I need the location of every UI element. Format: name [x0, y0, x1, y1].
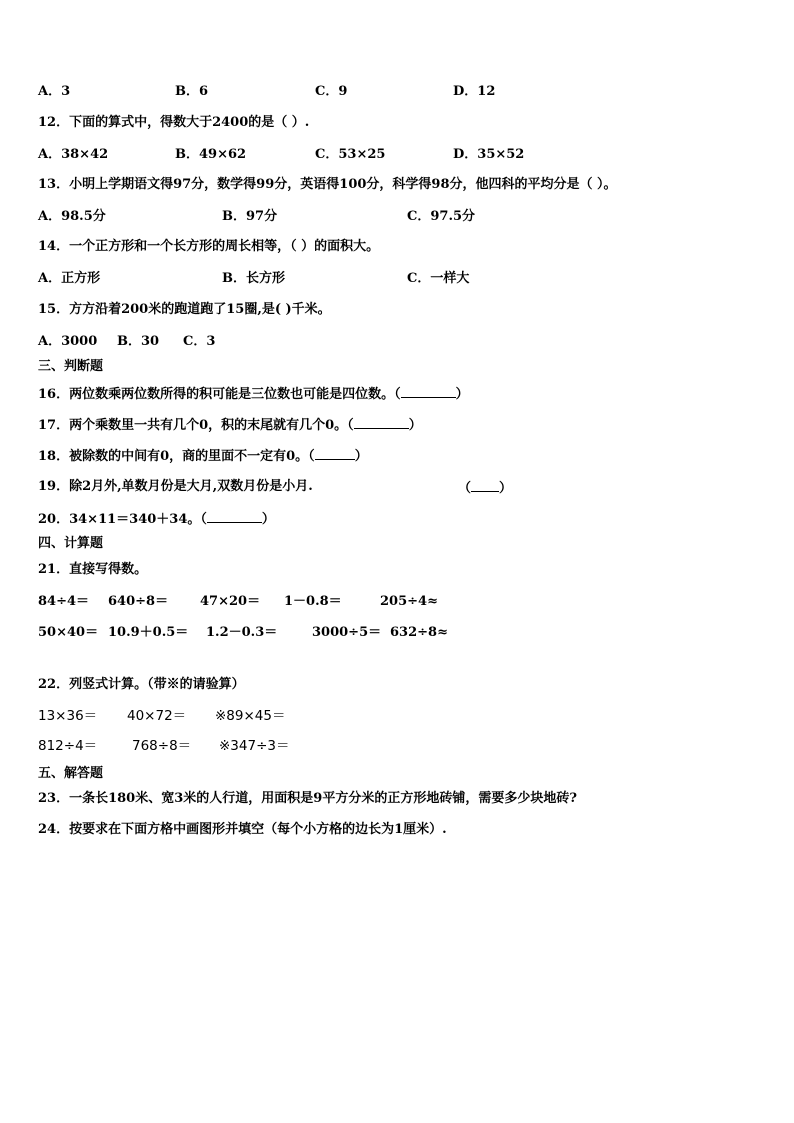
q21-item: 3000÷5＝	[312, 625, 382, 640]
q12-option-b[interactable]: B．49×62	[175, 147, 247, 162]
q21-item: 84÷4＝	[38, 594, 90, 609]
q22-item: 812÷4＝	[38, 738, 98, 754]
q19-close: ）	[499, 481, 513, 496]
q11-option-d[interactable]: D．12	[453, 84, 496, 99]
q22-item: 40×72＝	[127, 708, 187, 724]
q11-option-a[interactable]: A．3	[38, 84, 71, 99]
q21-item: 1.2－0.3＝	[206, 625, 278, 640]
q21-item: 50×40＝	[38, 625, 99, 640]
q14-option-a[interactable]: A．正方形	[38, 271, 101, 286]
q15-option-a[interactable]: A．3000	[38, 334, 98, 349]
q18-text: 18．被除数的中间有0，商的里面不一定有0。（	[38, 449, 315, 464]
q13-question: 13．小明上学期语文得97分，数学得99分，英语得100分，科学得98分，他四科的平均分是（ ）。	[38, 177, 617, 192]
q18-close: ）	[354, 449, 368, 464]
q19-open: （	[458, 481, 472, 496]
q21-item: 10.9＋0.5＝	[108, 625, 189, 640]
q22-item: 768÷8＝	[132, 738, 192, 754]
q22-question: 22．列竖式计算。（带※的请验算）	[38, 677, 245, 692]
q21-item: 205÷4≈	[380, 594, 438, 609]
q16-question	[38, 385, 469, 403]
q20-text: 20．34×11＝340＋34。（	[38, 512, 207, 527]
q13-option-b[interactable]: B．97分	[222, 209, 278, 224]
q19-answer-blank[interactable]	[471, 479, 499, 492]
q12-option-c[interactable]: C．53×25	[315, 147, 386, 162]
q15-question: 15．方方沿着200米的跑道跑了15圈,是( )千米。	[38, 302, 331, 317]
q21-item: 632÷8≈	[390, 625, 448, 640]
q11-option-c[interactable]: C．9	[315, 84, 348, 99]
q24-question: 24．按要求在下面方格中画图形并填空（每个小方格的边长为1厘米）.	[38, 822, 447, 837]
q12-option-a[interactable]: A．38×42	[38, 147, 109, 162]
q16-answer-blank[interactable]	[401, 385, 456, 398]
section-heading-word-problems: 五、解答题	[38, 766, 104, 781]
q23-question: 23．一条长180米、宽3米的人行道，用面积是9平方分米的正方形地砖铺，需要多少块地砖?	[38, 791, 577, 806]
q11-option-b[interactable]: B．6	[175, 84, 209, 99]
q20-answer-blank[interactable]	[207, 510, 262, 523]
q21-item: 1－0.8＝	[284, 594, 342, 609]
q15-option-c[interactable]: C．3	[183, 334, 216, 349]
q17-answer-blank[interactable]	[354, 416, 409, 429]
q13-option-c[interactable]: C．97.5分	[407, 209, 476, 224]
q21-question: 21．直接写得数。	[38, 562, 148, 577]
q12-question: 12．下面的算式中，得数大于2400的是（ ）.	[38, 115, 310, 130]
q22-item: ※89×45＝	[215, 708, 286, 724]
q21-item: 640÷8＝	[108, 594, 169, 609]
q14-option-b[interactable]: B．长方形	[222, 271, 285, 286]
q17-close: ）	[408, 418, 422, 433]
q16-text: 16．两位数乘两位数所得的积可能是三位数也可能是四位数。（	[38, 387, 401, 402]
q22-item: ※347÷3＝	[219, 738, 290, 754]
q15-option-b[interactable]: B．30	[117, 334, 160, 349]
q17-question	[38, 416, 422, 434]
q14-question: 14．一个正方形和一个长方形的周长相等，（ ）的面积大。	[38, 239, 380, 254]
q21-item: 47×20＝	[200, 594, 261, 609]
q18-question	[38, 447, 368, 465]
q19-question: 19．除2月外,单数月份是大月,双数月份是小月.	[38, 479, 313, 494]
q19-answer	[458, 479, 512, 497]
q12-option-d[interactable]: D．35×52	[453, 147, 525, 162]
q18-answer-blank[interactable]	[315, 447, 355, 460]
q20-question	[38, 510, 275, 528]
q16-close: ）	[455, 387, 469, 402]
q22-item: 13×36＝	[38, 708, 98, 724]
q17-text: 17．两个乘数里一共有几个0，积的末尾就有几个0。（	[38, 418, 354, 433]
q14-option-c[interactable]: C．一样大	[407, 271, 470, 286]
q13-option-a[interactable]: A．98.5分	[38, 209, 106, 224]
section-heading-judgement: 三、判断题	[38, 359, 104, 374]
section-heading-calculation: 四、计算题	[38, 536, 104, 551]
q20-close: ）	[261, 512, 275, 527]
